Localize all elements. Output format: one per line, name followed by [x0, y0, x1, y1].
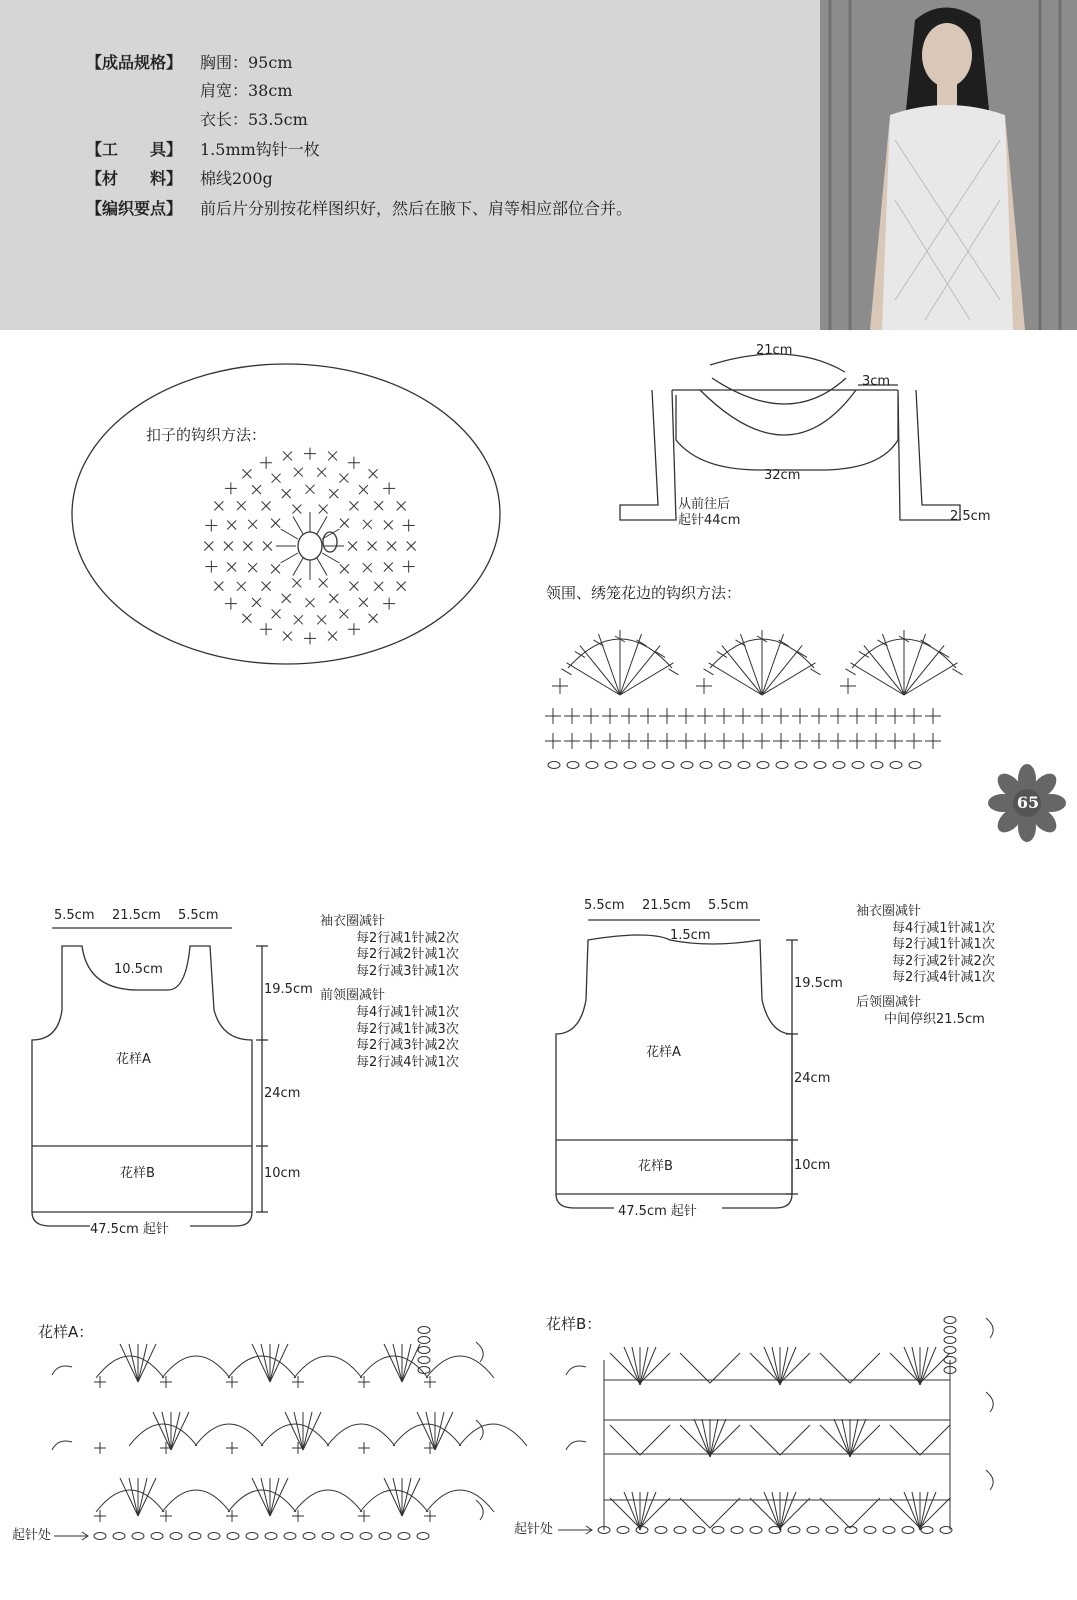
- back-note: 袖衣圈减针: [856, 904, 922, 919]
- collar-inner-width: 32cm: [764, 468, 801, 483]
- back-h1: 19.5cm: [794, 976, 843, 991]
- collar-note-2: 起针44cm: [678, 513, 741, 528]
- material-label: 【材 料】: [86, 169, 183, 188]
- back-note: 后领圈减针: [856, 994, 922, 1010]
- key-label: 【编织要点】: [86, 199, 183, 218]
- front-note: 每2行减1针减3次: [356, 1021, 459, 1037]
- pattern-b-chart: [558, 1317, 993, 1535]
- lace-title: 领围、绣笼花边的钩织方法：: [546, 584, 742, 602]
- front-note: 每2行减3针减2次: [356, 1038, 459, 1054]
- collar-diagram: [620, 354, 960, 520]
- pattern-a-title: 花样A：: [38, 1323, 94, 1341]
- front-note: 每2行减2针减1次: [356, 947, 459, 963]
- button-oval: [72, 364, 500, 664]
- back-pattern-b: 花样B: [638, 1159, 673, 1174]
- front-top-dim-1: 5.5cm: [54, 908, 95, 923]
- pattern-a-start: 起针处: [12, 1528, 52, 1543]
- button-chart: [204, 448, 415, 645]
- button-section-title: 扣子的钩织方法：: [146, 426, 267, 444]
- spec-label: 【成品规格】: [86, 53, 183, 72]
- back-top-dim-2: 21.5cm: [642, 898, 691, 913]
- front-top-dim-3: 5.5cm: [178, 908, 219, 923]
- back-note: 每2行减2针减2次: [892, 953, 995, 969]
- front-neck-depth: 10.5cm: [114, 962, 163, 977]
- collar-edge-width: 2.5cm: [950, 509, 991, 524]
- tool-label: 【工 具】: [86, 140, 183, 159]
- back-piece-outline: [556, 920, 798, 1208]
- back-notes: [856, 904, 995, 1028]
- back-note: 每4行减1针减1次: [892, 920, 995, 936]
- pattern-b-start: 起针处: [514, 1522, 554, 1537]
- front-note: 每2行减3针减1次: [356, 963, 459, 979]
- back-h2: 24cm: [794, 1071, 831, 1086]
- back-bottom: 47.5cm 起针: [618, 1204, 697, 1219]
- front-h1: 19.5cm: [264, 982, 313, 997]
- front-notes: [320, 914, 459, 1071]
- front-bottom: 47.5cm 起针: [90, 1222, 169, 1237]
- front-top-dim-2: 21.5cm: [112, 908, 161, 923]
- front-note: 每2行减1针减2次: [356, 930, 459, 946]
- collar-note-1: 从前往后: [678, 497, 731, 512]
- front-pattern-b: 花样B: [120, 1166, 155, 1181]
- front-pattern-a: 花样A: [116, 1052, 151, 1067]
- front-h2: 24cm: [264, 1086, 301, 1101]
- tool-value: 1.5mm钩针一枚: [200, 140, 320, 159]
- back-pattern-a: 花样A: [646, 1045, 681, 1060]
- material-value: 棉线200g: [200, 169, 273, 188]
- back-note: 中间停织21.5cm: [884, 1011, 985, 1027]
- pattern-a-chart: [52, 1327, 527, 1541]
- back-note: 每2行减1针减1次: [892, 937, 995, 953]
- front-note: 每2行减4针减1次: [356, 1054, 459, 1070]
- front-note: 前领圈减针: [320, 988, 386, 1004]
- front-note: 每4行减1针减1次: [356, 1004, 459, 1020]
- front-note: 袖衣圈减针: [320, 914, 386, 929]
- back-neck-depth: 1.5cm: [670, 928, 711, 943]
- page-number: 65: [1016, 793, 1040, 812]
- pattern-b-title: 花样B：: [546, 1315, 602, 1333]
- back-h3: 10cm: [794, 1158, 831, 1173]
- key-value: 前后片分别按花样图织好，然后在腋下、肩等相应部位合并。: [200, 199, 633, 218]
- spec-length: 衣长：53.5cm: [200, 110, 308, 129]
- spec-chest: 胸围：95cm: [200, 53, 293, 72]
- spec-shoulder: 肩宽：38cm: [200, 81, 293, 100]
- front-h3: 10cm: [264, 1166, 301, 1181]
- back-top-dim-1: 5.5cm: [584, 898, 625, 913]
- lace-chart: [545, 630, 962, 769]
- collar-top-width: 21cm: [756, 343, 793, 358]
- back-top-dim-3: 5.5cm: [708, 898, 749, 913]
- collar-side-width: 3cm: [862, 374, 891, 389]
- back-note: 每2行减4针减1次: [892, 970, 995, 986]
